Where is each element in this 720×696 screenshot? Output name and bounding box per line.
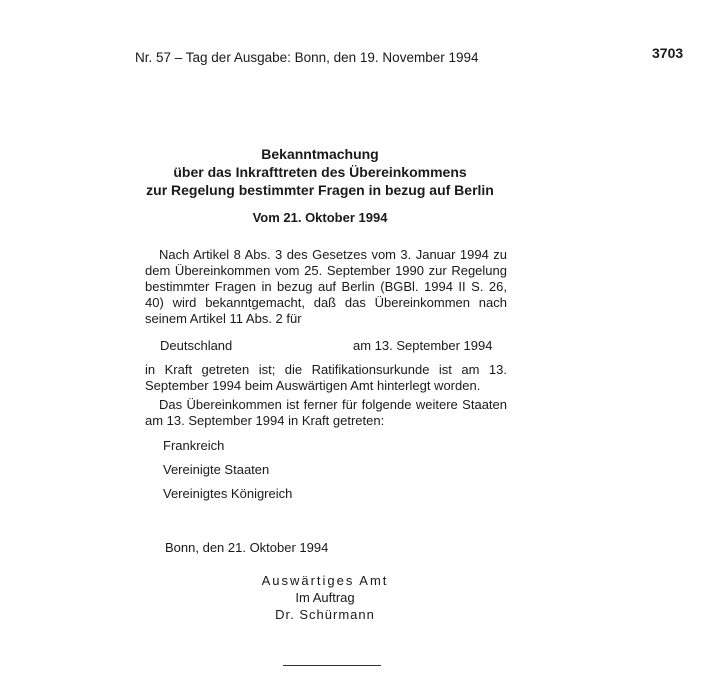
paragraph-3: Das Übereinkommen ist ferner für folgende weitere Staaten am 13. September 1994 in Kraft getreten: <box>145 397 507 428</box>
document-title: Bekanntmachung <box>261 146 379 162</box>
document-subtitle-line-1: über das Inkrafttreten des Übereinkommens <box>173 164 467 180</box>
state-list-item: Vereinigtes Königreich <box>163 486 293 501</box>
document-subtitle-line-2: zur Regelung bestimmter Fragen in bezug auf Berlin <box>146 182 494 198</box>
page-number: 3703 <box>652 45 684 61</box>
signature-capacity: Im Auftrag <box>295 590 355 605</box>
paragraph-2: in Kraft getreten ist; die Ratifikationsurkunde ist am 13. September 1994 beim Auswärtigen Amt hinterlegt worden. <box>145 362 507 393</box>
state-list-item: Vereinigte Staaten <box>163 462 270 477</box>
entry-date: am 13. September 1994 <box>353 338 493 353</box>
issue-header: Nr. 57 – Tag der Ausgabe: Bonn, den 19. November 1994 <box>135 50 479 65</box>
state-list-item: Frankreich <box>163 438 225 453</box>
entry-country: Deutschland <box>160 338 233 353</box>
place-and-date: Bonn, den 21. Oktober 1994 <box>165 540 329 555</box>
signature-office: Auswärtiges Amt <box>261 573 389 588</box>
document-date: Vom 21. Oktober 1994 <box>252 210 388 225</box>
signature-name: Dr. Schürmann <box>275 607 375 622</box>
paragraph-1: Nach Artikel 8 Abs. 3 des Gesetzes vom 3. Januar 1994 zu dem Übereinkommen vom 25. September 1990 zur Regelung bestimmter Fragen in bezug auf Berlin (BGBl. 1994 II S. 26, 40) wird bekanntgemacht, daß das Übereinkommen nach seinem Artikel 11 Abs. 2 für <box>145 247 507 326</box>
closing-rule <box>283 665 381 666</box>
